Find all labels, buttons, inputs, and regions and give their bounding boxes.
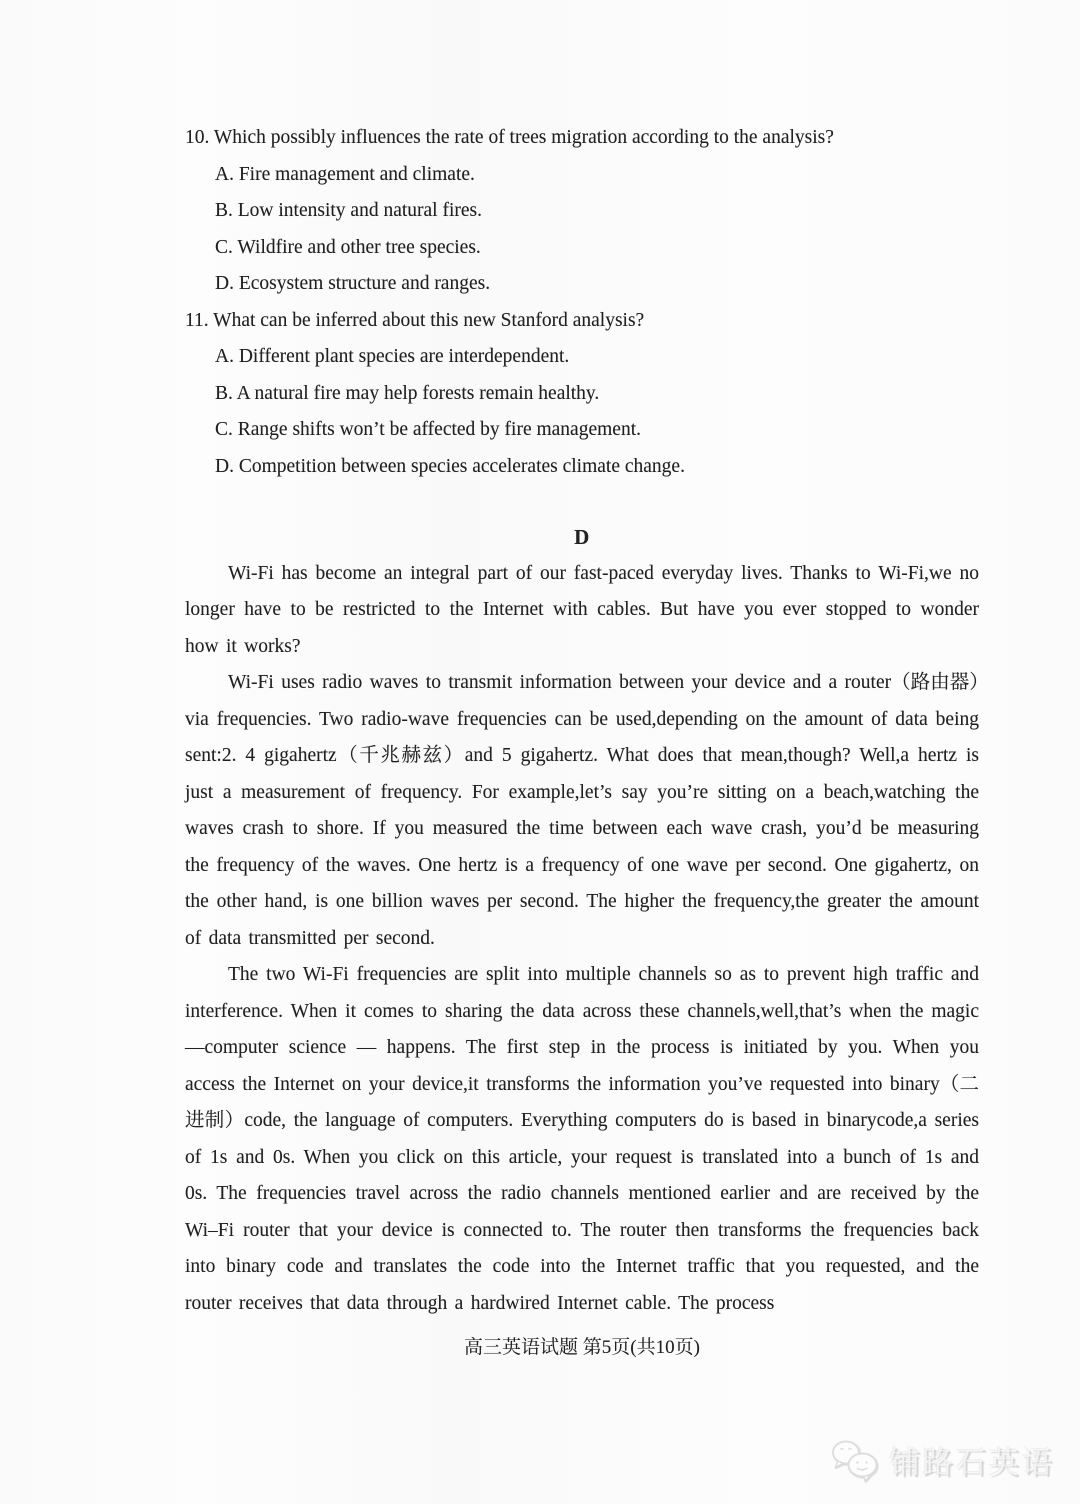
question-10-option-b: B. Low intensity and natural fires. — [215, 200, 482, 221]
question-11-option-a: A. Different plant species are interdependent. — [215, 346, 570, 367]
passage-paragraph-1: Wi-Fi has become an integral part of our fast-paced everyday lives. Thanks to Wi-Fi,we no longer have to be restricted to the Internet with cables. But have you ever stopped to wonder how it works? — [185, 562, 979, 657]
page-footer: 高三英语试题 第5页(共10页) — [464, 1337, 700, 1358]
question-11-option-d: D. Competition between species accelerates climate change. — [215, 455, 685, 477]
question-10-heading: 10. Which possibly influences the rate of trees migration according to the analysis? — [185, 127, 834, 148]
passage-paragraph-2: Wi-Fi uses radio waves to transmit information between your device and a router（路由器）via frequencies. Two radio-wave frequencies can be used,depending on the amount of data being sent:2. 4 gigahertz（千兆赫兹）and 5 gigahertz. What does that mean,though? Well,a hertz is just a measurement of frequency. For example,let’s say you’re sitting on a beach,watching the waves crash to shore. If you measured the time between each wave crash, you’d be measuring the frequency of the waves. One hertz is a frequency of one wave per second. One gigahertz, on the other hand, is one billion waves per second. The higher the frequency,the greater the amount of data transmitted per second. — [185, 672, 979, 949]
question-10 — [185, 120, 979, 303]
question-11-option-b: B. A natural fire may help forests remain healthy. — [215, 382, 600, 404]
passage-section-label: D — [574, 525, 590, 549]
exam-content — [185, 120, 979, 1367]
question-11 — [185, 303, 979, 486]
watermark — [830, 1437, 1054, 1482]
wechat-icon — [830, 1438, 880, 1482]
question-10-option-c: C. Wildfire and other tree species. — [215, 236, 481, 258]
question-11-heading: 11. What can be inferred about this new Stanford analysis? — [185, 309, 645, 331]
passage-paragraph-3: The two Wi-Fi frequencies are split into multiple channels so as to prevent high traffic and interference. When it comes to sharing the data across these channels,well,that’s when the magic —computer science — happens. The first step in the process is initiated by you. When you access the Internet on your device,it transforms the information you’ve requested into binary（二进制）code, the language of computers. Everything computers do is based in binarycode,a series of 1s and 0s. When you click on this article, your request is translated into a bunch of 1s and 0s. The frequencies travel across the radio channels mentioned earlier and are received by the Wi–Fi router that your device is connected to. The router then transforms the frequencies back into binary code and translates the code into the Internet traffic that you requested, and the router receives that data through a hardwired Internet cable. The process — [185, 964, 979, 1314]
watermark-label: 铺路石英语 — [889, 1445, 1054, 1480]
question-11-option-c: C. Range shifts won’t be affected by fire management. — [215, 419, 641, 440]
question-10-option-a: A. Fire management and climate. — [215, 163, 475, 185]
question-10-option-d: D. Ecosystem structure and ranges. — [215, 273, 491, 294]
